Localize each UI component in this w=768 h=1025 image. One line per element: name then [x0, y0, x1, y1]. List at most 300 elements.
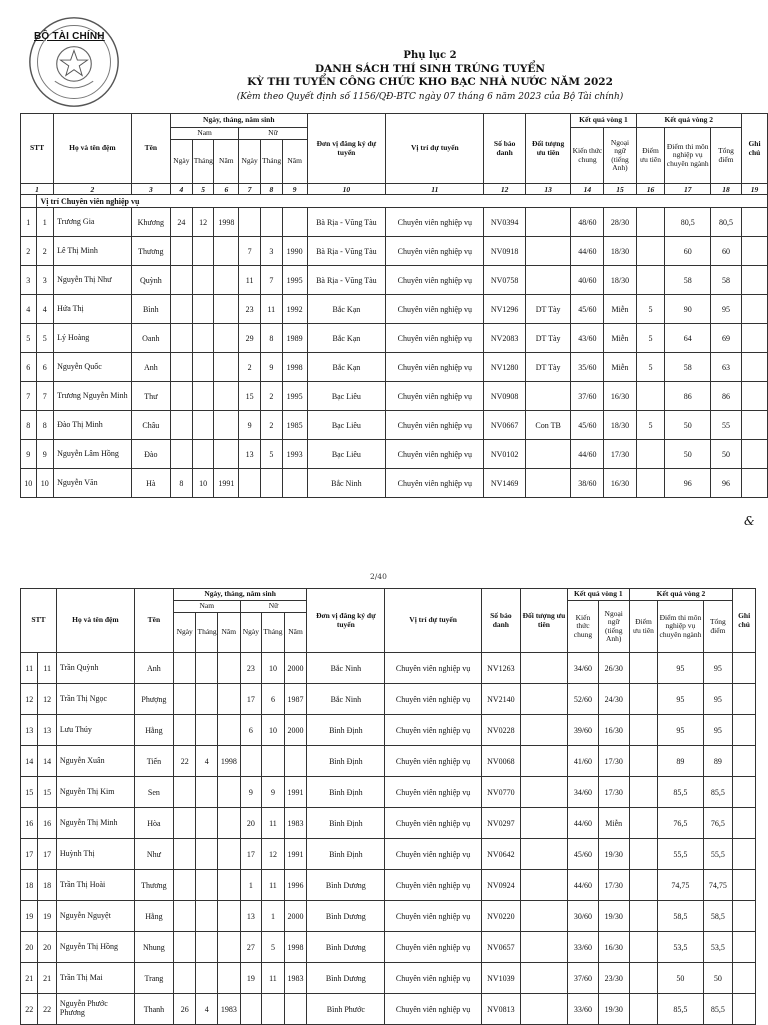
ngoai-ngu-cell: 23/30 — [598, 963, 629, 994]
nam-thang-cell — [196, 715, 218, 746]
col-index: 15 — [604, 184, 636, 195]
nam-nam-cell — [214, 382, 239, 411]
nam-thang-cell — [192, 440, 214, 469]
tong-diem-cell: 55,5 — [703, 839, 733, 870]
stt-cell: 20 — [21, 932, 38, 963]
diem-uu-tien-cell — [629, 746, 658, 777]
header-vi-tri: Vị trí dự tuyển — [385, 589, 481, 653]
table-row — [21, 839, 756, 870]
diem-uu-tien-cell — [636, 440, 665, 469]
diem-thi-cell: 50 — [665, 440, 711, 469]
so-bao-danh-cell: NV2083 — [484, 324, 525, 353]
nam-ngay-cell — [170, 295, 192, 324]
vi-tri-cell: Chuyên viên nghiệp vụ — [385, 746, 481, 777]
tong-diem-cell: 89 — [703, 746, 733, 777]
nu-thang-cell: 2 — [260, 382, 282, 411]
ghi-chu-cell — [733, 870, 756, 901]
tong-diem-cell: 85,5 — [703, 994, 733, 1025]
table-row — [21, 746, 756, 777]
header-kien-thuc: Kiến thức chung — [571, 128, 604, 184]
kien-thuc-cell: 44/60 — [568, 870, 599, 901]
tong-diem-cell: 95 — [703, 653, 733, 684]
nam-thang-cell — [192, 324, 214, 353]
nu-nam-cell: 1983 — [284, 808, 307, 839]
don-vi-cell: Bạc Liêu — [307, 411, 386, 440]
doi-tuong-cell — [520, 746, 567, 777]
header-diem-thi: Điểm thi môn nghiệp vụ chuyên ngành — [665, 128, 711, 184]
nu-nam-cell: 1995 — [282, 266, 307, 295]
nu-nam-cell: 1990 — [282, 237, 307, 266]
tong-diem-cell: 60 — [710, 237, 741, 266]
doi-tuong-cell — [520, 715, 567, 746]
so-bao-danh-cell: NV0297 — [481, 808, 520, 839]
nu-thang-cell: 11 — [262, 963, 285, 994]
nu-ngay-cell: 1 — [240, 870, 262, 901]
ngoai-ngu-cell: 18/30 — [604, 411, 636, 440]
header-nam-ngay: Ngày — [173, 613, 196, 653]
tong-diem-cell: 50 — [710, 440, 741, 469]
nu-nam-cell: 1985 — [282, 411, 307, 440]
nu-ngay-cell: 9 — [239, 411, 261, 440]
doi-tuong-cell — [525, 266, 571, 295]
vi-tri-cell: Chuyên viên nghiệp vụ — [385, 653, 481, 684]
nu-ngay-cell: 29 — [239, 324, 261, 353]
ngoai-ngu-cell: 17/30 — [598, 870, 629, 901]
nu-nam-cell: 1991 — [284, 777, 307, 808]
ho-ten-dem-cell: Trần Quỳnh — [56, 653, 134, 684]
col-index: 6 — [214, 184, 239, 195]
doi-tuong-cell — [525, 237, 571, 266]
vi-tri-cell: Chuyên viên nghiệp vụ — [386, 295, 484, 324]
ten-cell: Hà — [131, 469, 170, 498]
stt-sub-cell: 22 — [38, 994, 56, 1025]
don-vi-cell: Bình Định — [307, 746, 385, 777]
ten-cell: Đào — [131, 440, 170, 469]
nu-ngay-cell: 6 — [240, 715, 262, 746]
don-vi-cell: Bắc Ninh — [307, 653, 385, 684]
stt-sub-cell: 17 — [38, 839, 56, 870]
nam-thang-cell — [196, 870, 218, 901]
diem-thi-cell: 60 — [665, 237, 711, 266]
nu-nam-cell — [284, 994, 307, 1025]
nu-nam-cell: 2000 — [284, 653, 307, 684]
stt-sub-cell: 4 — [36, 295, 54, 324]
ghi-chu-cell — [742, 324, 768, 353]
header-nam: Nam — [170, 128, 238, 140]
nam-ngay-cell: 8 — [170, 469, 192, 498]
nam-ngay-cell: 24 — [170, 208, 192, 237]
ten-cell: Tiến — [134, 746, 173, 777]
nu-ngay-cell: 11 — [239, 266, 261, 295]
stt-sub-cell: 11 — [38, 653, 56, 684]
stt-sub-cell: 1 — [36, 208, 54, 237]
nu-thang-cell: 3 — [260, 237, 282, 266]
diem-uu-tien-cell: 5 — [636, 411, 665, 440]
ghi-chu-cell — [742, 237, 768, 266]
nu-ngay-cell — [239, 469, 261, 498]
ten-cell: Oanh — [131, 324, 170, 353]
don-vi-cell: Bình Định — [307, 715, 385, 746]
so-bao-danh-cell: NV0068 — [481, 746, 520, 777]
header-kien-thuc: Kiến thức chung — [568, 601, 599, 653]
nu-ngay-cell: 19 — [240, 963, 262, 994]
nu-ngay-cell: 23 — [239, 295, 261, 324]
ten-cell: Thanh — [134, 994, 173, 1025]
diem-uu-tien-cell — [636, 266, 665, 295]
don-vi-cell: Bắc Kạn — [307, 324, 386, 353]
nu-thang-cell: 5 — [260, 440, 282, 469]
don-vi-cell: Bắc Kạn — [307, 295, 386, 324]
stt-cell: 1 — [21, 208, 37, 237]
diem-thi-cell: 85,5 — [658, 777, 703, 808]
nam-nam-cell — [218, 932, 241, 963]
nu-nam-cell: 1996 — [284, 870, 307, 901]
national-emblem-seal-icon — [26, 14, 122, 110]
nam-nam-cell — [218, 808, 241, 839]
ten-cell: Hòa — [134, 808, 173, 839]
page-number: 2/40 — [370, 572, 387, 581]
ten-cell: Châu — [131, 411, 170, 440]
kien-thuc-cell: 37/60 — [568, 963, 599, 994]
ghi-chu-cell — [733, 746, 756, 777]
nam-nam-cell — [218, 653, 241, 684]
don-vi-cell: Bắc Ninh — [307, 469, 386, 498]
ho-ten-dem-cell: Lê Thị Minh — [54, 237, 132, 266]
nu-nam-cell: 1992 — [282, 295, 307, 324]
vi-tri-cell: Chuyên viên nghiệp vụ — [386, 324, 484, 353]
header-nu: Nữ — [239, 128, 307, 140]
header-so-bao-danh: Số báo danh — [484, 114, 525, 184]
document-subtitle: (Kèm theo Quyết định số 1156/QĐ-BTC ngày 07 tháng 6 năm 2023 của Bộ Tài chính) — [236, 92, 624, 102]
stt-cell: 21 — [21, 963, 38, 994]
table-body-page-2 — [21, 653, 756, 1025]
table-row — [21, 208, 768, 237]
diem-uu-tien-cell — [629, 777, 658, 808]
don-vi-cell: Bình Định — [307, 777, 385, 808]
nam-thang-cell — [196, 653, 218, 684]
nu-thang-cell: 12 — [262, 839, 285, 870]
header-vi-tri: Vị trí dự tuyển — [386, 114, 484, 184]
don-vi-cell: Bình Phước — [307, 994, 385, 1025]
table-row — [21, 266, 768, 295]
don-vi-cell: Bắc Kạn — [307, 353, 386, 382]
column-index-row — [21, 184, 768, 195]
so-bao-danh-cell: NV1280 — [484, 353, 525, 382]
header-ghi-chu: Ghi chú — [733, 589, 756, 653]
header-ngoai-ngu: Ngoại ngữ (tiếng Anh) — [598, 601, 629, 653]
kien-thuc-cell: 52/60 — [568, 684, 599, 715]
kien-thuc-cell: 37/60 — [571, 382, 604, 411]
diem-uu-tien-cell — [629, 808, 658, 839]
nu-thang-cell — [260, 469, 282, 498]
nam-thang-cell — [192, 266, 214, 295]
kien-thuc-cell: 44/60 — [571, 440, 604, 469]
doi-tuong-cell — [520, 932, 567, 963]
nam-nam-cell: 1983 — [218, 994, 241, 1025]
ngoai-ngu-cell: 24/30 — [598, 684, 629, 715]
don-vi-cell: Bình Định — [307, 808, 385, 839]
don-vi-cell: Bình Dương — [307, 901, 385, 932]
nam-thang-cell — [196, 684, 218, 715]
don-vi-cell: Bà Rịa - Vũng Tàu — [307, 237, 386, 266]
header-don-vi: Đơn vị đăng ký dự tuyển — [307, 114, 386, 184]
don-vi-cell: Bà Rịa - Vũng Tàu — [307, 266, 386, 295]
doi-tuong-cell — [525, 382, 571, 411]
col-index: 19 — [742, 184, 768, 195]
nu-thang-cell: 9 — [260, 353, 282, 382]
ghi-chu-cell — [733, 777, 756, 808]
diem-uu-tien-cell: 5 — [636, 324, 665, 353]
nu-nam-cell: 1991 — [284, 839, 307, 870]
tong-diem-cell: 95 — [710, 295, 741, 324]
nu-ngay-cell: 20 — [240, 808, 262, 839]
so-bao-danh-cell: NV0642 — [481, 839, 520, 870]
ngoai-ngu-cell: 18/30 — [604, 266, 636, 295]
ngoai-ngu-cell: 16/30 — [598, 715, 629, 746]
nu-thang-cell: 8 — [260, 324, 282, 353]
nam-nam-cell — [214, 411, 239, 440]
ghi-chu-cell — [742, 440, 768, 469]
ngoai-ngu-cell: 16/30 — [598, 932, 629, 963]
table-row — [21, 324, 768, 353]
tong-diem-cell: 95 — [703, 715, 733, 746]
nam-ngay-cell — [170, 324, 192, 353]
header-nam-thang: Tháng — [192, 140, 214, 184]
nam-ngay-cell — [173, 653, 196, 684]
nam-nam-cell — [214, 266, 239, 295]
nam-thang-cell: 4 — [196, 746, 218, 777]
nam-nam-cell: 1991 — [214, 469, 239, 498]
header-kq-vong-1: Kết quả vòng 1 — [571, 114, 636, 128]
stt-cell: 8 — [21, 411, 37, 440]
diem-uu-tien-cell — [636, 382, 665, 411]
so-bao-danh-cell: NV1296 — [484, 295, 525, 324]
nu-nam-cell: 2000 — [284, 715, 307, 746]
vi-tri-cell: Chuyên viên nghiệp vụ — [386, 208, 484, 237]
nam-ngay-cell — [173, 870, 196, 901]
ten-cell: Trang — [134, 963, 173, 994]
table-row — [21, 382, 768, 411]
nu-thang-cell — [262, 994, 285, 1025]
nu-ngay-cell: 13 — [239, 440, 261, 469]
ngoai-ngu-cell: 17/30 — [604, 440, 636, 469]
col-index: 8 — [260, 184, 282, 195]
vi-tri-cell: Chuyên viên nghiệp vụ — [385, 839, 481, 870]
ho-ten-dem-cell: Trần Thị Mai — [56, 963, 134, 994]
header-ngay-sinh: Ngày, tháng, năm sinh — [170, 114, 307, 128]
diem-uu-tien-cell — [629, 932, 658, 963]
document-page-2 — [0, 548, 768, 1024]
ghi-chu-cell — [742, 208, 768, 237]
doi-tuong-cell — [525, 208, 571, 237]
ten-cell: Hằng — [134, 715, 173, 746]
table-row — [21, 963, 756, 994]
ho-ten-dem-cell: Hứa Thị — [54, 295, 132, 324]
ghi-chu-cell — [742, 295, 768, 324]
nu-thang-cell: 11 — [262, 870, 285, 901]
ho-ten-dem-cell: Nguyễn Thị Hồng — [56, 932, 134, 963]
diem-uu-tien-cell: 5 — [636, 295, 665, 324]
doi-tuong-cell: DT Tày — [525, 324, 571, 353]
don-vi-cell: Bình Dương — [307, 963, 385, 994]
nu-nam-cell — [284, 746, 307, 777]
nu-thang-cell: 10 — [262, 653, 285, 684]
so-bao-danh-cell: NV0220 — [481, 901, 520, 932]
diem-uu-tien-cell — [629, 901, 658, 932]
header-kq-vong-2: Kết quả vòng 2 — [636, 114, 742, 128]
nam-thang-cell — [196, 901, 218, 932]
nu-thang-cell: 11 — [260, 295, 282, 324]
nam-nam-cell — [214, 353, 239, 382]
ho-ten-dem-cell: Trần Thị Ngọc — [56, 684, 134, 715]
diem-thi-cell: 76,5 — [658, 808, 703, 839]
nu-thang-cell — [262, 746, 285, 777]
kien-thuc-cell: 38/60 — [571, 469, 604, 498]
stt-cell: 7 — [21, 382, 37, 411]
ghi-chu-cell — [733, 715, 756, 746]
nam-nam-cell — [218, 870, 241, 901]
so-bao-danh-cell: NV0228 — [481, 715, 520, 746]
stt-cell: 10 — [21, 469, 37, 498]
header-stt: STT — [21, 114, 54, 184]
appendix-label: Phụ lục 2 — [403, 50, 457, 61]
kien-thuc-cell: 34/60 — [568, 653, 599, 684]
vi-tri-cell: Chuyên viên nghiệp vụ — [386, 440, 484, 469]
table-row — [21, 653, 756, 684]
nu-ngay-cell: 2 — [239, 353, 261, 382]
nam-nam-cell — [218, 715, 241, 746]
nam-nam-cell: 1998 — [218, 746, 241, 777]
header-nu: Nữ — [240, 601, 307, 613]
col-index: 3 — [131, 184, 170, 195]
stt-sub-cell: 13 — [38, 715, 56, 746]
diem-uu-tien-cell — [629, 870, 658, 901]
ngoai-ngu-cell: 18/30 — [604, 237, 636, 266]
nam-ngay-cell — [170, 266, 192, 295]
don-vi-cell: Bạc Liêu — [307, 440, 386, 469]
header-doi-tuong: Đối tượng ưu tiên — [525, 114, 571, 184]
nam-nam-cell — [214, 295, 239, 324]
nu-ngay-cell: 27 — [240, 932, 262, 963]
header-nam-nam: Năm — [214, 140, 239, 184]
header-don-vi: Đơn vị đăng ký dự tuyển — [307, 589, 385, 653]
so-bao-danh-cell: NV0813 — [481, 994, 520, 1025]
table-row — [21, 684, 756, 715]
col-index: 5 — [192, 184, 214, 195]
diem-uu-tien-cell — [636, 208, 665, 237]
header-ten: Tên — [131, 114, 170, 184]
diem-uu-tien-cell — [636, 469, 665, 498]
nam-ngay-cell — [170, 382, 192, 411]
section-title: Vị trí Chuyên viên nghiệp vụ — [36, 195, 767, 208]
vi-tri-cell: Chuyên viên nghiệp vụ — [385, 808, 481, 839]
diem-thi-cell: 89 — [658, 746, 703, 777]
nu-thang-cell: 9 — [262, 777, 285, 808]
ngoai-ngu-cell: 17/30 — [598, 746, 629, 777]
table-row — [21, 295, 768, 324]
tong-diem-cell: 58,5 — [703, 901, 733, 932]
nu-thang-cell: 7 — [260, 266, 282, 295]
ten-cell: Bình — [131, 295, 170, 324]
header-stt: STT — [21, 589, 57, 653]
nam-ngay-cell — [170, 237, 192, 266]
diem-thi-cell: 96 — [665, 469, 711, 498]
stt-cell: 3 — [21, 266, 37, 295]
ghi-chu-cell — [742, 469, 768, 498]
tong-diem-cell: 53,5 — [703, 932, 733, 963]
stt-cell: 14 — [21, 746, 38, 777]
nam-ngay-cell — [173, 932, 196, 963]
tong-diem-cell: 85,5 — [703, 777, 733, 808]
vi-tri-cell: Chuyên viên nghiệp vụ — [385, 932, 481, 963]
diem-uu-tien-cell — [629, 653, 658, 684]
doi-tuong-cell — [520, 684, 567, 715]
nam-thang-cell — [196, 932, 218, 963]
so-bao-danh-cell: NV0102 — [484, 440, 525, 469]
header-nam-thang: Tháng — [196, 613, 218, 653]
ten-cell: Hằng — [134, 901, 173, 932]
doi-tuong-cell — [525, 440, 571, 469]
tong-diem-cell: 69 — [710, 324, 741, 353]
nam-nam-cell — [218, 684, 241, 715]
nam-thang-cell — [192, 295, 214, 324]
doi-tuong-cell — [520, 901, 567, 932]
tong-diem-cell: 50 — [703, 963, 733, 994]
kien-thuc-cell: 44/60 — [568, 808, 599, 839]
nam-thang-cell — [196, 777, 218, 808]
nu-nam-cell: 1998 — [284, 932, 307, 963]
results-table-page-2 — [20, 588, 756, 1025]
ho-ten-dem-cell: Nguyễn Thị Kim — [56, 777, 134, 808]
vi-tri-cell: Chuyên viên nghiệp vụ — [385, 684, 481, 715]
so-bao-danh-cell: NV0908 — [484, 382, 525, 411]
kien-thuc-cell: 45/60 — [571, 295, 604, 324]
doi-tuong-cell — [520, 653, 567, 684]
results-table-page-1 — [20, 113, 768, 498]
ho-ten-dem-cell: Nguyễn Nguyệt — [56, 901, 134, 932]
kien-thuc-cell: 39/60 — [568, 715, 599, 746]
ten-cell: Thương — [134, 870, 173, 901]
doi-tuong-cell: DT Tày — [525, 353, 571, 382]
stt-cell: 22 — [21, 994, 38, 1025]
vi-tri-cell: Chuyên viên nghiệp vụ — [386, 382, 484, 411]
tong-diem-cell: 76,5 — [703, 808, 733, 839]
nam-ngay-cell — [173, 715, 196, 746]
nu-ngay-cell: 23 — [240, 653, 262, 684]
nu-thang-cell: 10 — [262, 715, 285, 746]
table-row — [21, 237, 768, 266]
ghi-chu-cell — [742, 266, 768, 295]
ghi-chu-cell — [733, 808, 756, 839]
nam-nam-cell — [214, 324, 239, 353]
col-index: 9 — [282, 184, 307, 195]
issuing-agency: BỘ TÀI CHÍNH — [34, 31, 105, 42]
stt-sub-cell: 14 — [38, 746, 56, 777]
diem-thi-cell: 86 — [665, 382, 711, 411]
nam-thang-cell — [196, 839, 218, 870]
ho-ten-dem-cell: Nguyễn Văn — [54, 469, 132, 498]
so-bao-danh-cell: NV0770 — [481, 777, 520, 808]
doi-tuong-cell — [525, 469, 571, 498]
nam-nam-cell — [218, 901, 241, 932]
stt-sub-cell: 15 — [38, 777, 56, 808]
stt-cell: 18 — [21, 870, 38, 901]
header-tong-diem: Tổng điểm — [703, 601, 733, 653]
stt-cell: 9 — [21, 440, 37, 469]
stt-sub-cell: 7 — [36, 382, 54, 411]
kien-thuc-cell: 43/60 — [571, 324, 604, 353]
vi-tri-cell: Chuyên viên nghiệp vụ — [385, 777, 481, 808]
